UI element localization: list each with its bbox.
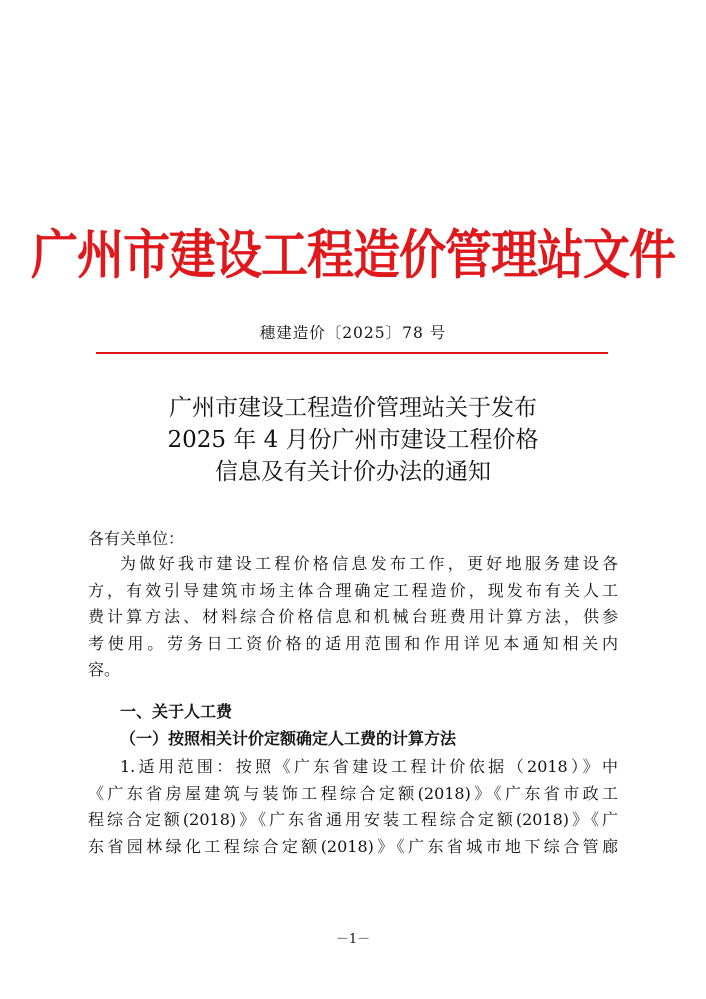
salutation: 各有关单位： bbox=[88, 529, 185, 548]
red-separator-line bbox=[96, 352, 608, 354]
scope-line-2: 《广东省房屋建筑与装饰工程综合定额(2018)》《广东省市政工 bbox=[88, 783, 618, 803]
intro-line-1: 为做好我市建设工程价格信息发布工作，更好地服务建设各 bbox=[120, 554, 618, 573]
intro-line-5: 容。 bbox=[88, 660, 121, 679]
scope-line-3: 程综合定额(2018)》《广东省通用安装工程综合定额(2018)》《广 bbox=[88, 810, 618, 829]
scope-paragraph bbox=[88, 754, 618, 860]
intro-line-3: 费计算方法、材料综合价格信息和机械台班费用计算方法，供参 bbox=[88, 607, 618, 626]
scope-line-1: 1.适用范围：按照《广东省建设工程计价依据（2018）》中 bbox=[120, 757, 618, 776]
title-line-2: 2025 年 4 月份广州市建设工程价格 bbox=[167, 427, 539, 453]
document-masthead: 广州市建设工程造价管理站文件 bbox=[31, 224, 675, 287]
section-heading-labor-cost: 一、关于人工费 bbox=[120, 702, 233, 721]
subsection-heading-calculation-method: （一）按照相关计价定额确定人工费的计算方法 bbox=[120, 729, 457, 748]
intro-line-4: 考使用。劳务日工资价格的适用范围和作用详见本通知相关内 bbox=[88, 633, 618, 653]
intro-paragraph bbox=[88, 551, 618, 684]
scope-line-4: 东省园林绿化工程综合定额(2018)》《广东省城市地下综合管廊 bbox=[88, 836, 618, 856]
page-number: －1－ bbox=[335, 932, 371, 947]
title-line-1: 广州市建设工程造价管理站关于发布 bbox=[169, 395, 537, 421]
title-line-3: 信息及有关计价办法的通知 bbox=[215, 459, 491, 485]
document-number: 穗建造价〔2025〕78 号 bbox=[259, 324, 447, 342]
document-title bbox=[0, 392, 706, 488]
intro-line-2: 方，有效引导建筑市场主体合理确定工程造价，现发布有关人工 bbox=[88, 580, 618, 600]
